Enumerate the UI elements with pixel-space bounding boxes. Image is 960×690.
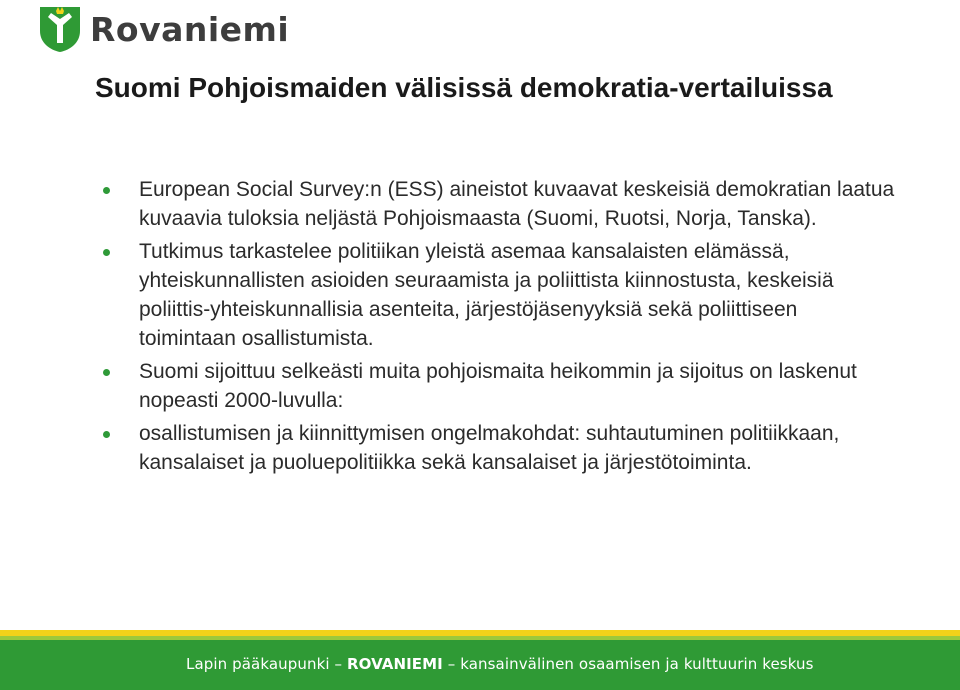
bullet-dot-icon bbox=[103, 369, 110, 376]
footer-slogan-part1: Lapin pääkaupunki – bbox=[186, 655, 347, 673]
list-item-text: European Social Survey:n (ESS) aineistot kuvaavat keskeisiä demokratian laatua kuvaavia tuloksia neljästä Pohjoismaasta (Suomi, Ruotsi, Norja, Tanska). bbox=[139, 178, 895, 230]
footer-slogan bbox=[186, 655, 814, 673]
list-item-text: Suomi sijoittuu selkeästi muita pohjoismaita heikommin ja sijoitus on laskenut nopeasti 2000-luvulla: bbox=[139, 360, 857, 412]
list-item-text: osallistumisen ja kiinnittymisen ongelmakohdat: suhtautuminen politiikkaan, kansalaiset ja puoluepolitiikka sekä kansalaiset ja järjestötoiminta. bbox=[139, 422, 840, 474]
list-item bbox=[100, 175, 900, 233]
list-item-text: Tutkimus tarkastelee politiikan yleistä asemaa kansalaisten elämässä, yhteiskunnallisten asioiden seuraamista ja poliittista kiinnostusta, keskeisiä poliittis-yhteiskunnallisia asenteita, järjestöjäsenyyksiä sekä poliittiseen toimintaan osallistumista. bbox=[139, 240, 834, 350]
brand-logo bbox=[38, 5, 289, 53]
footer-banner bbox=[0, 640, 960, 690]
page-title: Suomi Pohjoismaiden välisissä demokratia-vertailuissa bbox=[95, 72, 833, 103]
coat-of-arms-icon bbox=[38, 5, 82, 53]
brand-name: Rovaniemi bbox=[90, 9, 290, 49]
bullet-dot-icon bbox=[103, 187, 110, 194]
bullet-dot-icon bbox=[103, 431, 110, 438]
list-item bbox=[100, 357, 900, 415]
list-item bbox=[100, 237, 900, 353]
bullet-list bbox=[100, 175, 900, 477]
footer-slogan-city: ROVANIEMI bbox=[346, 655, 443, 673]
footer-slogan-part3: – kansainvälinen osaamisen ja kulttuurin keskus bbox=[442, 655, 814, 673]
bullet-dot-icon bbox=[103, 249, 110, 256]
list-item bbox=[100, 419, 900, 477]
